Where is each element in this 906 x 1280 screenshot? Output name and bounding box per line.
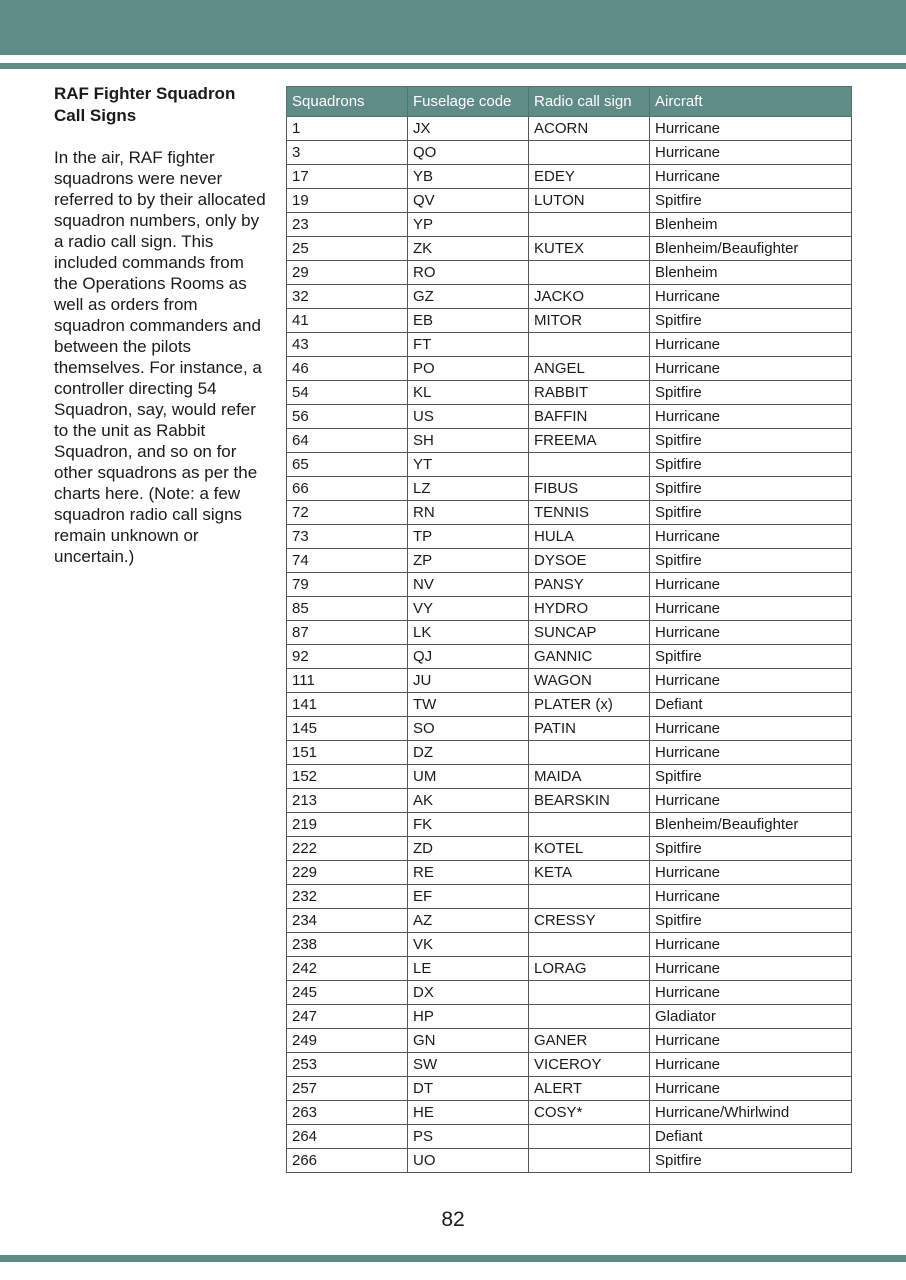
cell-fuselage-code: FK bbox=[408, 813, 529, 837]
cell-fuselage-code: DX bbox=[408, 981, 529, 1005]
cell-squadron: 238 bbox=[287, 933, 408, 957]
table-row bbox=[287, 1077, 852, 1101]
cell-fuselage-code: UO bbox=[408, 1149, 529, 1173]
cell-squadron: 32 bbox=[287, 285, 408, 309]
cell-aircraft: Spitfire bbox=[650, 909, 852, 933]
cell-aircraft: Hurricane bbox=[650, 525, 852, 549]
cell-fuselage-code: SW bbox=[408, 1053, 529, 1077]
table-row bbox=[287, 405, 852, 429]
cell-squadron: 111 bbox=[287, 669, 408, 693]
cell-fuselage-code: QO bbox=[408, 141, 529, 165]
cell-radio-call-sign bbox=[529, 813, 650, 837]
cell-squadron: 253 bbox=[287, 1053, 408, 1077]
cell-aircraft: Spitfire bbox=[650, 549, 852, 573]
cell-aircraft: Hurricane bbox=[650, 165, 852, 189]
table-row bbox=[287, 717, 852, 741]
table-row bbox=[287, 117, 852, 141]
cell-squadron: 46 bbox=[287, 357, 408, 381]
cell-radio-call-sign: BAFFIN bbox=[529, 405, 650, 429]
cell-aircraft: Spitfire bbox=[650, 453, 852, 477]
cell-aircraft: Hurricane bbox=[650, 621, 852, 645]
cell-fuselage-code: GN bbox=[408, 1029, 529, 1053]
cell-radio-call-sign: BEARSKIN bbox=[529, 789, 650, 813]
cell-aircraft: Hurricane bbox=[650, 573, 852, 597]
cell-aircraft: Hurricane bbox=[650, 597, 852, 621]
cell-radio-call-sign: FIBUS bbox=[529, 477, 650, 501]
cell-fuselage-code: QJ bbox=[408, 645, 529, 669]
cell-squadron: 3 bbox=[287, 141, 408, 165]
cell-fuselage-code: RE bbox=[408, 861, 529, 885]
cell-radio-call-sign: KUTEX bbox=[529, 237, 650, 261]
section-title: RAF Fighter Squadron Call Signs bbox=[54, 84, 236, 125]
cell-fuselage-code: YP bbox=[408, 213, 529, 237]
table-row bbox=[287, 1125, 852, 1149]
table-row bbox=[287, 453, 852, 477]
table-row bbox=[287, 1101, 852, 1125]
page-number: 82 bbox=[441, 1208, 465, 1231]
cell-squadron: 249 bbox=[287, 1029, 408, 1053]
cell-fuselage-code: YT bbox=[408, 453, 529, 477]
table-row bbox=[287, 645, 852, 669]
cell-fuselage-code: TP bbox=[408, 525, 529, 549]
header-aircraft: Aircraft bbox=[650, 87, 852, 117]
table-row bbox=[287, 741, 852, 765]
cell-radio-call-sign bbox=[529, 1125, 650, 1149]
table-row bbox=[287, 213, 852, 237]
table-row bbox=[287, 693, 852, 717]
cell-aircraft: Blenheim/Beaufighter bbox=[650, 237, 852, 261]
cell-squadron: 23 bbox=[287, 213, 408, 237]
table-row bbox=[287, 669, 852, 693]
cell-aircraft: Hurricane bbox=[650, 141, 852, 165]
cell-radio-call-sign: KOTEL bbox=[529, 837, 650, 861]
cell-radio-call-sign: HULA bbox=[529, 525, 650, 549]
cell-fuselage-code: QV bbox=[408, 189, 529, 213]
cell-fuselage-code: KL bbox=[408, 381, 529, 405]
table-row bbox=[287, 357, 852, 381]
cell-radio-call-sign: MAIDA bbox=[529, 765, 650, 789]
cell-radio-call-sign: VICEROY bbox=[529, 1053, 650, 1077]
cell-squadron: 43 bbox=[287, 333, 408, 357]
table-row bbox=[287, 981, 852, 1005]
table-row bbox=[287, 525, 852, 549]
cell-radio-call-sign: MITOR bbox=[529, 309, 650, 333]
cell-aircraft: Spitfire bbox=[650, 189, 852, 213]
cell-aircraft: Blenheim bbox=[650, 261, 852, 285]
cell-radio-call-sign bbox=[529, 885, 650, 909]
cell-fuselage-code: US bbox=[408, 405, 529, 429]
footer-divider bbox=[0, 1255, 906, 1262]
table-row bbox=[287, 861, 852, 885]
cell-fuselage-code: NV bbox=[408, 573, 529, 597]
cell-aircraft: Hurricane bbox=[650, 741, 852, 765]
table-row bbox=[287, 141, 852, 165]
table-row bbox=[287, 237, 852, 261]
cell-fuselage-code: AZ bbox=[408, 909, 529, 933]
cell-fuselage-code: DT bbox=[408, 1077, 529, 1101]
cell-squadron: 245 bbox=[287, 981, 408, 1005]
cell-radio-call-sign: JACKO bbox=[529, 285, 650, 309]
cell-fuselage-code: LZ bbox=[408, 477, 529, 501]
cell-squadron: 229 bbox=[287, 861, 408, 885]
cell-aircraft: Hurricane bbox=[650, 1053, 852, 1077]
cell-squadron: 219 bbox=[287, 813, 408, 837]
cell-fuselage-code: TW bbox=[408, 693, 529, 717]
cell-radio-call-sign bbox=[529, 333, 650, 357]
cell-fuselage-code: VY bbox=[408, 597, 529, 621]
cell-radio-call-sign: HYDRO bbox=[529, 597, 650, 621]
cell-aircraft: Spitfire bbox=[650, 1149, 852, 1173]
cell-radio-call-sign: TENNIS bbox=[529, 501, 650, 525]
table-row bbox=[287, 381, 852, 405]
table-row bbox=[287, 501, 852, 525]
cell-squadron: 85 bbox=[287, 597, 408, 621]
cell-radio-call-sign: GANNIC bbox=[529, 645, 650, 669]
table-row bbox=[287, 1005, 852, 1029]
cell-squadron: 234 bbox=[287, 909, 408, 933]
table-row bbox=[287, 309, 852, 333]
cell-aircraft: Hurricane bbox=[650, 957, 852, 981]
cell-aircraft: Spitfire bbox=[650, 309, 852, 333]
cell-squadron: 152 bbox=[287, 765, 408, 789]
section-body: In the air, RAF fighter squadrons were never referred to by their allocated squadron numbers, only by a radio call sign. This included commands from the Operations Rooms as well as orders from squadron commanders and between the pilots themselves. For instance, a controller directing 54 Squadron, say, would refer to the unit as Rabbit Squadron, and so on for other squadrons as per the charts here. (Note: a few squadron radio call signs remain unknown or uncertain.) bbox=[54, 148, 266, 566]
cell-aircraft: Hurricane bbox=[650, 117, 852, 141]
header-squadrons: Squadrons bbox=[287, 87, 408, 117]
cell-radio-call-sign: GANER bbox=[529, 1029, 650, 1053]
cell-fuselage-code: YB bbox=[408, 165, 529, 189]
call-sign-table bbox=[286, 86, 852, 1173]
cell-squadron: 65 bbox=[287, 453, 408, 477]
cell-fuselage-code: JU bbox=[408, 669, 529, 693]
cell-aircraft: Gladiator bbox=[650, 1005, 852, 1029]
table-row bbox=[287, 285, 852, 309]
cell-aircraft: Hurricane/Whirlwind bbox=[650, 1101, 852, 1125]
cell-radio-call-sign bbox=[529, 453, 650, 477]
header-divider bbox=[0, 63, 906, 69]
cell-squadron: 56 bbox=[287, 405, 408, 429]
cell-squadron: 1 bbox=[287, 117, 408, 141]
table-row bbox=[287, 621, 852, 645]
cell-radio-call-sign: PATIN bbox=[529, 717, 650, 741]
cell-aircraft: Hurricane bbox=[650, 861, 852, 885]
table-row bbox=[287, 261, 852, 285]
cell-radio-call-sign: EDEY bbox=[529, 165, 650, 189]
cell-fuselage-code: FT bbox=[408, 333, 529, 357]
cell-radio-call-sign: CRESSY bbox=[529, 909, 650, 933]
cell-radio-call-sign bbox=[529, 1005, 650, 1029]
cell-aircraft: Hurricane bbox=[650, 1029, 852, 1053]
table-row bbox=[287, 573, 852, 597]
cell-fuselage-code: AK bbox=[408, 789, 529, 813]
cell-radio-call-sign: WAGON bbox=[529, 669, 650, 693]
cell-squadron: 264 bbox=[287, 1125, 408, 1149]
cell-fuselage-code: HP bbox=[408, 1005, 529, 1029]
cell-radio-call-sign bbox=[529, 213, 650, 237]
cell-squadron: 151 bbox=[287, 741, 408, 765]
cell-aircraft: Spitfire bbox=[650, 837, 852, 861]
cell-squadron: 66 bbox=[287, 477, 408, 501]
cell-squadron: 87 bbox=[287, 621, 408, 645]
cell-squadron: 141 bbox=[287, 693, 408, 717]
header-radio-call-sign: Radio call sign bbox=[529, 87, 650, 117]
cell-aircraft: Spitfire bbox=[650, 429, 852, 453]
cell-squadron: 64 bbox=[287, 429, 408, 453]
cell-squadron: 41 bbox=[287, 309, 408, 333]
cell-aircraft: Hurricane bbox=[650, 357, 852, 381]
cell-squadron: 72 bbox=[287, 501, 408, 525]
table-row bbox=[287, 789, 852, 813]
table-row bbox=[287, 1053, 852, 1077]
cell-squadron: 79 bbox=[287, 573, 408, 597]
cell-radio-call-sign: DYSOE bbox=[529, 549, 650, 573]
table-row bbox=[287, 333, 852, 357]
cell-squadron: 145 bbox=[287, 717, 408, 741]
table-row bbox=[287, 933, 852, 957]
cell-squadron: 19 bbox=[287, 189, 408, 213]
cell-radio-call-sign bbox=[529, 1149, 650, 1173]
cell-squadron: 74 bbox=[287, 549, 408, 573]
table-row bbox=[287, 765, 852, 789]
table-row bbox=[287, 813, 852, 837]
cell-aircraft: Spitfire bbox=[650, 645, 852, 669]
cell-aircraft: Hurricane bbox=[650, 885, 852, 909]
cell-aircraft: Hurricane bbox=[650, 1077, 852, 1101]
cell-squadron: 54 bbox=[287, 381, 408, 405]
cell-fuselage-code: LE bbox=[408, 957, 529, 981]
table-header-row bbox=[287, 87, 852, 117]
cell-radio-call-sign bbox=[529, 741, 650, 765]
table-row bbox=[287, 909, 852, 933]
cell-radio-call-sign: ANGEL bbox=[529, 357, 650, 381]
cell-fuselage-code: VK bbox=[408, 933, 529, 957]
cell-fuselage-code: LK bbox=[408, 621, 529, 645]
cell-radio-call-sign: COSY* bbox=[529, 1101, 650, 1125]
cell-squadron: 213 bbox=[287, 789, 408, 813]
cell-aircraft: Hurricane bbox=[650, 717, 852, 741]
cell-radio-call-sign: RABBIT bbox=[529, 381, 650, 405]
cell-aircraft: Hurricane bbox=[650, 789, 852, 813]
cell-aircraft: Hurricane bbox=[650, 933, 852, 957]
cell-radio-call-sign: KETA bbox=[529, 861, 650, 885]
table-row bbox=[287, 597, 852, 621]
table-row bbox=[287, 1149, 852, 1173]
table-row bbox=[287, 885, 852, 909]
cell-radio-call-sign bbox=[529, 981, 650, 1005]
cell-aircraft: Blenheim bbox=[650, 213, 852, 237]
sidebar bbox=[54, 83, 269, 567]
cell-squadron: 242 bbox=[287, 957, 408, 981]
cell-squadron: 25 bbox=[287, 237, 408, 261]
cell-fuselage-code: SH bbox=[408, 429, 529, 453]
cell-radio-call-sign: SUNCAP bbox=[529, 621, 650, 645]
cell-fuselage-code: PS bbox=[408, 1125, 529, 1149]
table-row bbox=[287, 189, 852, 213]
cell-squadron: 257 bbox=[287, 1077, 408, 1101]
cell-fuselage-code: PO bbox=[408, 357, 529, 381]
cell-aircraft: Hurricane bbox=[650, 405, 852, 429]
cell-squadron: 17 bbox=[287, 165, 408, 189]
cell-aircraft: Hurricane bbox=[650, 333, 852, 357]
cell-radio-call-sign: ALERT bbox=[529, 1077, 650, 1101]
cell-squadron: 92 bbox=[287, 645, 408, 669]
cell-aircraft: Blenheim/Beaufighter bbox=[650, 813, 852, 837]
cell-aircraft: Spitfire bbox=[650, 381, 852, 405]
cell-squadron: 232 bbox=[287, 885, 408, 909]
cell-radio-call-sign: PLATER (x) bbox=[529, 693, 650, 717]
cell-radio-call-sign bbox=[529, 261, 650, 285]
cell-fuselage-code: ZK bbox=[408, 237, 529, 261]
cell-fuselage-code: RN bbox=[408, 501, 529, 525]
table-row bbox=[287, 477, 852, 501]
cell-aircraft: Hurricane bbox=[650, 981, 852, 1005]
cell-fuselage-code: RO bbox=[408, 261, 529, 285]
cell-fuselage-code: SO bbox=[408, 717, 529, 741]
cell-aircraft: Hurricane bbox=[650, 285, 852, 309]
cell-aircraft: Spitfire bbox=[650, 501, 852, 525]
cell-fuselage-code: ZP bbox=[408, 549, 529, 573]
cell-aircraft: Spitfire bbox=[650, 765, 852, 789]
cell-radio-call-sign: FREEMA bbox=[529, 429, 650, 453]
cell-squadron: 73 bbox=[287, 525, 408, 549]
header-band bbox=[0, 0, 906, 55]
table-row bbox=[287, 549, 852, 573]
table-row bbox=[287, 429, 852, 453]
cell-fuselage-code: HE bbox=[408, 1101, 529, 1125]
cell-radio-call-sign: PANSY bbox=[529, 573, 650, 597]
cell-aircraft: Defiant bbox=[650, 1125, 852, 1149]
cell-fuselage-code: JX bbox=[408, 117, 529, 141]
cell-radio-call-sign bbox=[529, 933, 650, 957]
cell-fuselage-code: ZD bbox=[408, 837, 529, 861]
cell-fuselage-code: GZ bbox=[408, 285, 529, 309]
cell-radio-call-sign bbox=[529, 141, 650, 165]
cell-squadron: 247 bbox=[287, 1005, 408, 1029]
cell-squadron: 29 bbox=[287, 261, 408, 285]
cell-squadron: 266 bbox=[287, 1149, 408, 1173]
table-row bbox=[287, 957, 852, 981]
table-row bbox=[287, 837, 852, 861]
header-fuselage-code: Fuselage code bbox=[408, 87, 529, 117]
cell-squadron: 263 bbox=[287, 1101, 408, 1125]
table-row bbox=[287, 1029, 852, 1053]
cell-radio-call-sign: LUTON bbox=[529, 189, 650, 213]
table-row bbox=[287, 165, 852, 189]
cell-fuselage-code: EF bbox=[408, 885, 529, 909]
cell-fuselage-code: DZ bbox=[408, 741, 529, 765]
cell-aircraft: Hurricane bbox=[650, 669, 852, 693]
cell-radio-call-sign: LORAG bbox=[529, 957, 650, 981]
cell-fuselage-code: UM bbox=[408, 765, 529, 789]
cell-fuselage-code: EB bbox=[408, 309, 529, 333]
cell-radio-call-sign: ACORN bbox=[529, 117, 650, 141]
cell-aircraft: Defiant bbox=[650, 693, 852, 717]
cell-aircraft: Spitfire bbox=[650, 477, 852, 501]
cell-squadron: 222 bbox=[287, 837, 408, 861]
